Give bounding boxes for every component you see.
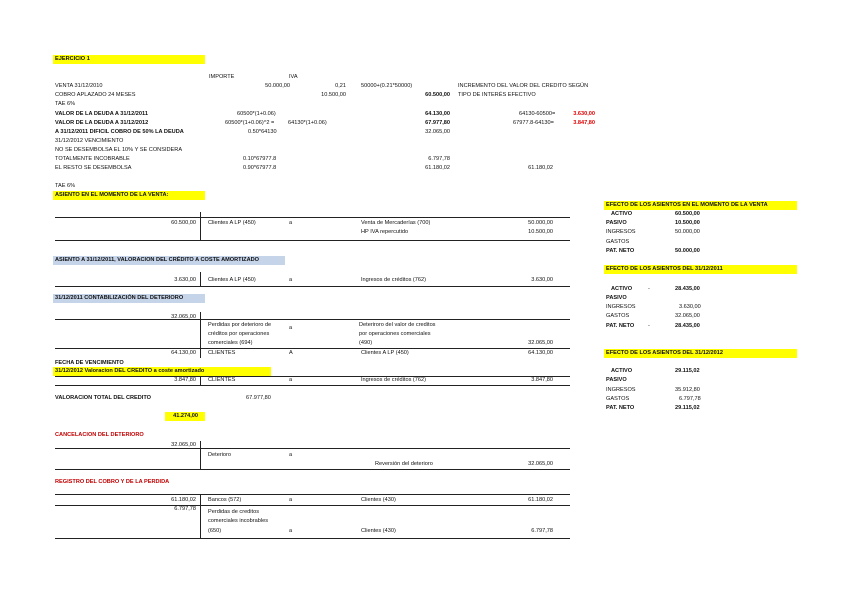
deterioro-debe-importe: 32.065,00 (171, 314, 196, 320)
journal-column-rule (200, 212, 201, 240)
valoracion-2012-title: 31/12/2012 Valoracion DEL CREDITO a coste amortizado (55, 368, 205, 374)
no-desembolsa-label: NO SE DESEMBOLSA EL 10% Y SE CONSIDERA (55, 147, 183, 153)
venta-iva-rate: 0,21 (335, 83, 346, 89)
deuda-2011-formula: 60500*(1+0.06) (237, 111, 276, 117)
journal-top-rule (55, 217, 570, 218)
deterioro-debe-line-2: créditos por operaciones (208, 331, 270, 337)
registro-r2-haber-importe: 6.797,78 (531, 528, 553, 534)
cancelacion-a: a (289, 452, 293, 458)
registro-r2-haber: Clientes (430) (361, 528, 396, 534)
journal-bottom-rule (55, 385, 570, 386)
deuda-2012-value: 67.977,80 (425, 120, 450, 126)
vencimiento-label: 31/12/2012 VENCIMIENTO (55, 138, 124, 144)
journal-rule (55, 348, 570, 349)
venta-label: VENTA 31/12/2010 (55, 83, 103, 89)
efecto-2011-label-gastos: GASTOS (606, 313, 630, 319)
venta-note: INCREMENTO DEL VALOR DEL CREDITO SEGÚN (458, 83, 589, 89)
efecto-2011-title: EFECTO DE LOS ASIENTOS DEL 31/12/2011 (606, 266, 723, 272)
incobrable-label: TOTALMENTE INCOBRABLE (55, 156, 130, 162)
deuda-2012-label: VALOR DE LA DEUDA A 31/12/2012 (55, 120, 149, 126)
resto-label: EL RESTO SE DESEMBOLSA (55, 165, 132, 171)
deuda-2012-calc: 67977.8-64130= (513, 120, 554, 126)
efecto-2011-value-gastos: 32.065,00 (675, 313, 700, 319)
incobrable-value: 6.797,78 (428, 156, 450, 162)
efecto-2011-label-pasivo: PASIVO (606, 295, 627, 301)
deterioro-haber-line-3: (490) (359, 340, 373, 346)
cobro-iva: 10.500,00 (321, 92, 346, 98)
journal-bottom-rule (55, 240, 570, 241)
efecto-venta-label-pasivo: PASIVO (606, 220, 627, 226)
clientes-row-haber-importe: 64.130,00 (528, 350, 553, 356)
valoracion-2012-debe-importe: 3.847,80 (174, 377, 196, 383)
efecto-2011-label-activo: ACTIVO (611, 286, 633, 292)
deterioro-debe-line-1: Perdidas por deterioro de (208, 322, 272, 328)
registro-r1-debe: Bancos (572) (208, 497, 242, 503)
efecto-2012-label-gastos: GASTOS (606, 396, 630, 402)
journal-bottom-rule (55, 538, 570, 539)
clientes-row-haber: Clientes A LP (450) (361, 350, 409, 356)
asiento-venta-debe-cuenta: Clientes A LP (450) (208, 220, 256, 226)
journal-column-rule (200, 312, 201, 358)
cancelacion-debe-importe: 32.065,00 (171, 442, 196, 448)
efecto-venta-value-activo: 60.500,00 (675, 211, 700, 217)
deuda-2011-label: VALOR DE LA DEUDA A 31/12/2011 (55, 111, 148, 117)
deterioro-title: 31/12/2011 CONTABILIZACIÓN DEL DETERIORO (55, 295, 184, 301)
efecto-2011-sign-activo: - (648, 286, 650, 292)
registro-r1-haber-importe: 61.180,02 (528, 497, 553, 503)
efecto-venta-label-ingresos: INGRESOS (606, 229, 636, 235)
deuda-2012-formula-2: 64130*(1+0.06) (288, 120, 327, 126)
fecha-vencimiento-label: FECHA DE VENCIMIENTO (55, 360, 124, 366)
journal-top-rule (55, 319, 570, 320)
efecto-venta-value-patneto: 50.000,00 (675, 248, 700, 254)
registro-r2-debe-line-3: (650) (208, 528, 222, 534)
registro-title: REGISTRO DEL COBRO Y DE LA PERDIDA (55, 479, 170, 485)
asiento-venta-haber-cuenta-1: Venta de Mercaderías (700) (361, 220, 431, 226)
journal-top-rule (55, 448, 570, 449)
deuda-2011-calc: 64130-60500= (519, 111, 556, 117)
deuda-2011-value: 64.130,00 (425, 111, 450, 117)
valoracion-2012-a: a (289, 377, 293, 383)
efecto-venta-label-activo: ACTIVO (611, 211, 633, 217)
efecto-venta-value-pasivo: 10.500,00 (675, 220, 700, 226)
journal-column-rule (200, 272, 201, 286)
efecto-2012-value-activo: 29.115,02 (675, 368, 700, 374)
efecto-venta-title: EFECTO DE LOS ASIENTOS EN EL MOMENTO DE LA VENTA (606, 202, 768, 208)
total-highlight-value: 41.274,00 (173, 413, 198, 419)
iva-header: IVA (289, 74, 298, 80)
exercise-title: EJERCICIO 1 (55, 56, 90, 62)
registro-r1-haber: Clientes (430) (361, 497, 396, 503)
journal-bottom-rule (55, 469, 570, 470)
efecto-venta-label-gastos: GASTOS (606, 239, 630, 245)
journal-top-rule (55, 376, 570, 377)
efecto-venta-value-ingresos: 50.000,00 (675, 229, 700, 235)
efecto-2012-label-pasivo: PASIVO (606, 377, 627, 383)
dificil-value: 32.065,00 (425, 129, 450, 135)
tae-1: TAE 6% (55, 101, 76, 107)
cancelacion-haber-cuenta: Reversión del deterioro (375, 461, 433, 467)
asiento-venta-debe-importe: 60.500,00 (171, 220, 196, 226)
efecto-2012-value-ingresos: 35.912,80 (675, 387, 700, 393)
registro-r1-a: a (289, 497, 293, 503)
efecto-2012-label-patneto: PAT. NETO (606, 405, 635, 411)
asiento-2011-debe-importe: 3.630,00 (174, 277, 196, 283)
cobro-label: COBRO APLAZADO 24 MESES (55, 92, 136, 98)
efecto-2011-value-activo: 28.435,00 (675, 286, 700, 292)
cancelacion-debe-cuenta: Deterioro (208, 452, 232, 458)
asiento-venta-title: ASIENTO EN EL MOMENTO DE LA VENTA: (55, 192, 169, 198)
deterioro-debe-line-3: comerciales (694) (208, 340, 253, 346)
asiento-venta-a: a (289, 220, 293, 226)
tae-2: TAE 6% (55, 183, 76, 189)
journal-column-rule (200, 494, 201, 539)
valoracion-total-value: 67.977,80 (246, 395, 271, 401)
efecto-2012-value-patneto: 29.115,02 (675, 405, 700, 411)
asiento-2011-haber-cuenta: Ingresos de créditos (762) (361, 277, 426, 283)
clientes-row-importe: 64.130,00 (171, 350, 196, 356)
efecto-2011-label-patneto: PAT. NETO (606, 323, 635, 329)
efecto-2011-value-ingresos: 3.630,00 (679, 304, 701, 310)
asiento-venta-haber-importe-1: 50.000,00 (528, 220, 553, 226)
efecto-2012-label-activo: ACTIVO (611, 368, 633, 374)
asiento-2011-debe-cuenta: Clientes A LP (450) (208, 277, 256, 283)
registro-r2-debe-line-2: comerciales incobrables (208, 518, 269, 524)
journal-rule (55, 505, 570, 506)
incobrable-formula: 0.10*67977.8 (243, 156, 277, 162)
efecto-2012-label-ingresos: INGRESOS (606, 387, 636, 393)
asiento-2011-a: a (289, 277, 293, 283)
dificil-formula: 0.50*64130 (248, 129, 277, 135)
registro-r2-a: a (289, 528, 293, 534)
journal-bottom-rule (55, 286, 570, 287)
deuda-2012-result: 3.847,80 (573, 120, 595, 126)
registro-r2-importe: 6.797,78 (174, 506, 196, 512)
asiento-2011-title: ASIENTO A 31/12/2011, VALORACION DEL CRÉDITO A COSTE AMORTIZADO (55, 257, 259, 263)
asiento-venta-haber-cuenta-2: HP IVA repercutido (361, 229, 409, 235)
efecto-2011-label-ingresos: INGRESOS (606, 304, 636, 310)
venta-importe: 50.000,00 (265, 83, 290, 89)
valoracion-2012-haber-cuenta: Ingresos de créditos (762) (361, 377, 426, 383)
importe-header: IMPORTE (209, 74, 235, 80)
resto-value: 61.180,02 (425, 165, 450, 171)
journal-top-rule (55, 494, 570, 495)
asiento-2011-haber-importe: 3.630,00 (531, 277, 553, 283)
cobro-note: TIPO DE INTERÉS EFECTIVO (458, 92, 536, 98)
clientes-row-a: A (289, 350, 293, 356)
deuda-2012-formula-1: 60500*(1+0.06)^2 = (225, 120, 275, 126)
deuda-2011-result: 3.630,00 (573, 111, 595, 117)
cobro-total: 60.500,00 (425, 92, 450, 98)
cancelacion-title: CANCELACION DEL DETERIORO (55, 432, 144, 438)
valoracion-2012-debe-cuenta: CLIENTES (208, 377, 236, 383)
registro-r2-debe-line-1: Perdidas de creditos (208, 509, 259, 515)
efecto-venta-label-patneto: PAT. NETO (606, 248, 635, 254)
dificil-label: A 31/12/2011 DIFICIL COBRO DE 50% LA DEUDA (55, 129, 184, 135)
venta-formula: 50000+(0.21*50000) (361, 83, 413, 89)
resto-formula: 0.90*67977.8 (243, 165, 277, 171)
deterioro-haber-line-2: por operaciones comerciales (359, 331, 431, 337)
valoracion-total-label: VALORACION TOTAL DEL CREDITO (55, 395, 152, 401)
deterioro-haber-line-1: Deteriroro del valor de creditos (359, 322, 436, 328)
valoracion-2012-haber-importe: 3.847,80 (531, 377, 553, 383)
asiento-venta-haber-importe-2: 10.500,00 (528, 229, 553, 235)
efecto-2011-sign-patneto: - (648, 323, 650, 329)
deterioro-a: a (289, 325, 293, 331)
journal-column-rule (200, 376, 201, 385)
journal-column-rule (200, 441, 201, 469)
efecto-2011-value-patneto: 28.435,00 (675, 323, 700, 329)
clientes-row-debe: CLIENTES (208, 350, 236, 356)
resto-value-2: 61.180,02 (528, 165, 553, 171)
efecto-2012-value-gastos: 6.797,78 (679, 396, 701, 402)
registro-r1-importe: 61.180,02 (171, 497, 196, 503)
deterioro-haber-importe: 32.065,00 (528, 340, 553, 346)
cancelacion-haber-importe: 32.065,00 (528, 461, 553, 467)
efecto-2012-title: EFECTO DE LOS ASIENTOS DEL 31/12/2012 (606, 350, 723, 356)
